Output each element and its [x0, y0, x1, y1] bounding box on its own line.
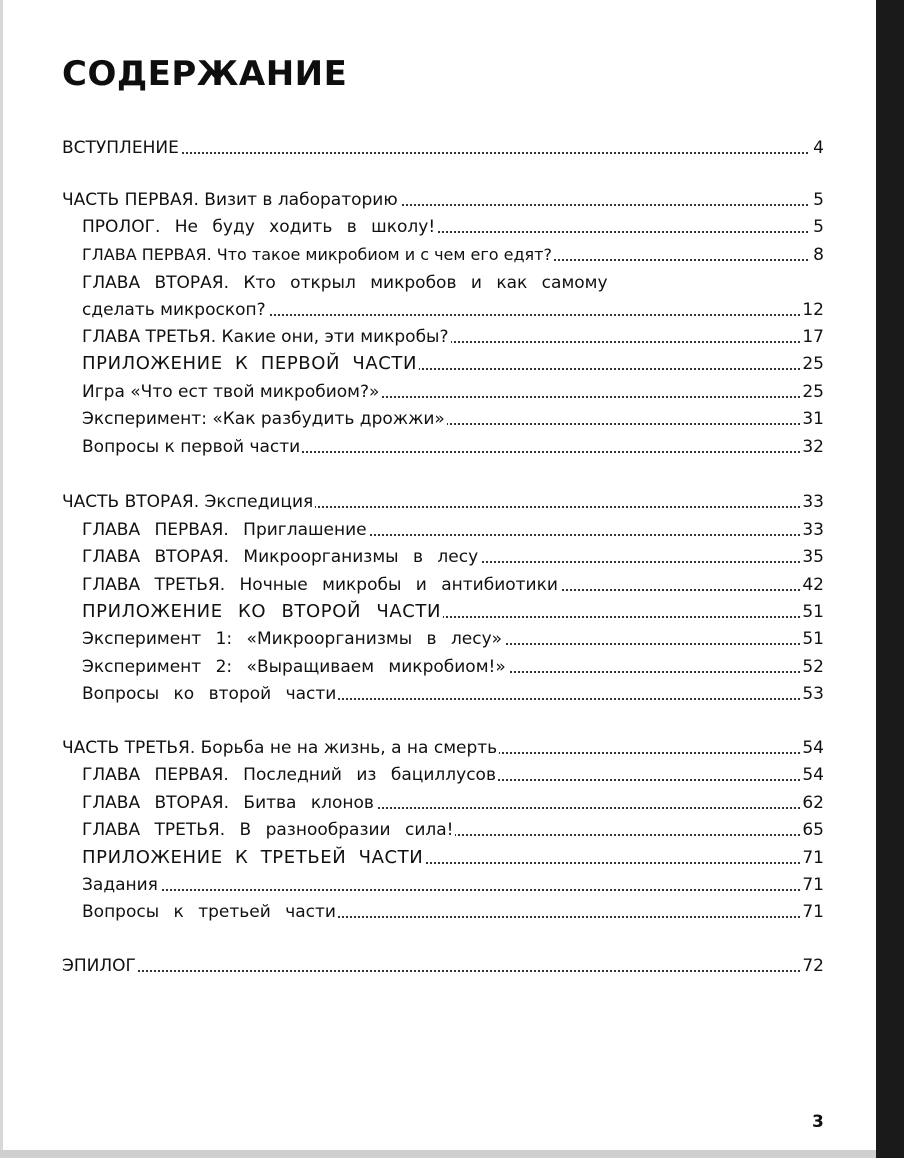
toc-entry-page: 72	[800, 953, 824, 979]
toc-entry-part1-ch2[interactable]	[0, 297, 876, 323]
toc-entry-page: 33	[800, 489, 824, 515]
toc-entry-part3-appendix[interactable]	[0, 845, 876, 871]
toc-entry-part3-questions[interactable]	[0, 899, 876, 925]
toc-entry-page: 35	[800, 544, 824, 570]
toc-entry-part2-ch2[interactable]	[0, 544, 876, 570]
toc-entry-part3-tasks[interactable]	[0, 872, 876, 898]
toc-entry-page: 5	[811, 214, 824, 240]
leader-dots	[62, 970, 808, 972]
toc-entry-label: ГЛАВА ТРЕТЬЯ. Какие они, эти микробы?	[82, 324, 451, 350]
toc-entry-label: ГЛАВА ТРЕТЬЯ. В разнообразии сила!	[82, 817, 455, 843]
toc-entry-part3-ch3[interactable]	[0, 817, 876, 843]
toc-entry-part2[interactable]	[0, 489, 876, 515]
toc-entry-part1-questions[interactable]	[0, 434, 876, 460]
toc-entry-part3[interactable]	[0, 735, 876, 761]
toc-entry-page: 31	[800, 406, 824, 432]
toc-entry-label: Вопросы к третьей части	[82, 899, 338, 925]
toc-entry-page: 25	[800, 379, 824, 405]
toc-entry-part1-ch2-line1[interactable]	[0, 270, 876, 296]
toc-entry-label: ЧАСТЬ ВТОРАЯ. Экспедиция	[62, 489, 315, 515]
toc-entry-label: Эксперимент 2: «Выращиваем микробиом!»	[82, 654, 508, 680]
toc-entry-label: ПРИЛОЖЕНИЕ К ТРЕТЬЕЙ ЧАСТИ	[82, 845, 425, 871]
toc-entry-label: ГЛАВА ПЕРВАЯ. Что такое микробиом и с чем его едят?	[82, 242, 554, 268]
toc-entry-label: ЭПИЛОГ	[62, 953, 138, 979]
toc-entry-label: ЧАСТЬ ПЕРВАЯ. Визит в лабораторию	[62, 187, 400, 213]
toc-entry-page: 5	[811, 187, 824, 213]
toc-entry-label: ПРИЛОЖЕНИЕ КО ВТОРОЙ ЧАСТИ	[82, 599, 443, 625]
toc-entry-intro[interactable]	[0, 135, 876, 161]
toc-entry-part3-ch1[interactable]	[0, 762, 876, 788]
toc-entry-part2-ch1[interactable]	[0, 517, 876, 543]
toc-entry-page: 51	[800, 599, 824, 625]
toc-entry-label: Эксперимент 1: «Микроорганизмы в лесу»	[82, 626, 504, 652]
toc-entry-part2-appendix[interactable]	[0, 599, 876, 625]
toc-entry-part1-appendix[interactable]	[0, 351, 876, 377]
toc-entry-epilog[interactable]	[0, 953, 876, 979]
toc-entry-page: 25	[800, 351, 824, 377]
toc-entry-label: Задания	[82, 872, 160, 898]
toc-entry-page: 53	[800, 681, 824, 707]
toc-entry-page: 33	[800, 517, 824, 543]
toc-entry-page: 42	[800, 572, 824, 598]
toc-entry-label: ГЛАВА ПЕРВАЯ. Последний из бациллусов	[82, 762, 498, 788]
page-bottom-edge	[0, 1150, 876, 1158]
toc-entry-label: Вопросы к первой части	[82, 434, 302, 460]
leader-dots	[82, 889, 808, 891]
toc-entry-part3-ch2[interactable]	[0, 790, 876, 816]
toc-entry-page: 52	[800, 654, 824, 680]
toc-entry-page: 32	[800, 434, 824, 460]
toc-entry-part1-ch3[interactable]	[0, 324, 876, 350]
toc-entry-label: сделать микроскоп?	[82, 297, 268, 323]
toc-entry-label: ПРОЛОГ. Не буду ходить в школу!	[82, 214, 437, 240]
toc-entry-label: Вопросы ко второй части	[82, 681, 338, 707]
toc-entry-page: 12	[800, 297, 824, 323]
toc-entry-page: 65	[800, 817, 824, 843]
toc-entry-page: 71	[800, 872, 824, 898]
toc-entry-label: ГЛАВА ВТОРАЯ. Микроорганизмы в лесу	[82, 544, 480, 570]
toc-entry-label: ГЛАВА ВТОРАЯ. Кто открыл микробов и как самому	[82, 270, 610, 296]
toc-entry-page: 51	[800, 626, 824, 652]
toc-entry-page: 54	[800, 735, 824, 761]
page-right-edge	[876, 0, 904, 1158]
toc-entry-label: Эксперимент: «Как разбудить дрожжи»	[82, 406, 447, 432]
toc-entry-page: 4	[811, 135, 824, 161]
toc-entry-label: ГЛАВА ПЕРВАЯ. Приглашение	[82, 517, 369, 543]
toc-entry-page: 17	[800, 324, 824, 350]
toc-entry-part2-ch3[interactable]	[0, 572, 876, 598]
toc-entry-label: ВСТУПЛЕНИЕ	[62, 135, 181, 161]
page-number: 3	[812, 1112, 824, 1132]
toc-entry-part1-ch1[interactable]	[0, 242, 876, 268]
toc-entry-part1-experiment[interactable]	[0, 406, 876, 432]
toc-entry-part2-exp1[interactable]	[0, 626, 876, 652]
toc-entry-part1-game[interactable]	[0, 379, 876, 405]
toc-entry-label: Игра «Что ест твой микробиом?»	[82, 379, 381, 405]
toc-entry-label: ГЛАВА ТРЕТЬЯ. Ночные микробы и антибиотики	[82, 572, 560, 598]
page-title: СОДЕРЖАНИЕ	[62, 54, 348, 94]
toc-entry-page: 62	[800, 790, 824, 816]
toc-entry-prolog[interactable]	[0, 214, 876, 240]
toc-entry-page: 71	[800, 845, 824, 871]
toc-entry-part2-questions[interactable]	[0, 681, 876, 707]
toc-entry-label: ЧАСТЬ ТРЕТЬЯ. Борьба не на жизнь, а на смерть	[62, 735, 499, 761]
toc-entry-page: 71	[800, 899, 824, 925]
toc-entry-part2-exp2[interactable]	[0, 654, 876, 680]
toc-entry-label: ПРИЛОЖЕНИЕ К ПЕРВОЙ ЧАСТИ	[82, 351, 419, 377]
toc-entry-page: 54	[800, 762, 824, 788]
toc-entry-page: 8	[811, 242, 824, 268]
toc-entry-label: ГЛАВА ВТОРАЯ. Битва клонов	[82, 790, 376, 816]
toc-entry-part1[interactable]	[0, 187, 876, 213]
